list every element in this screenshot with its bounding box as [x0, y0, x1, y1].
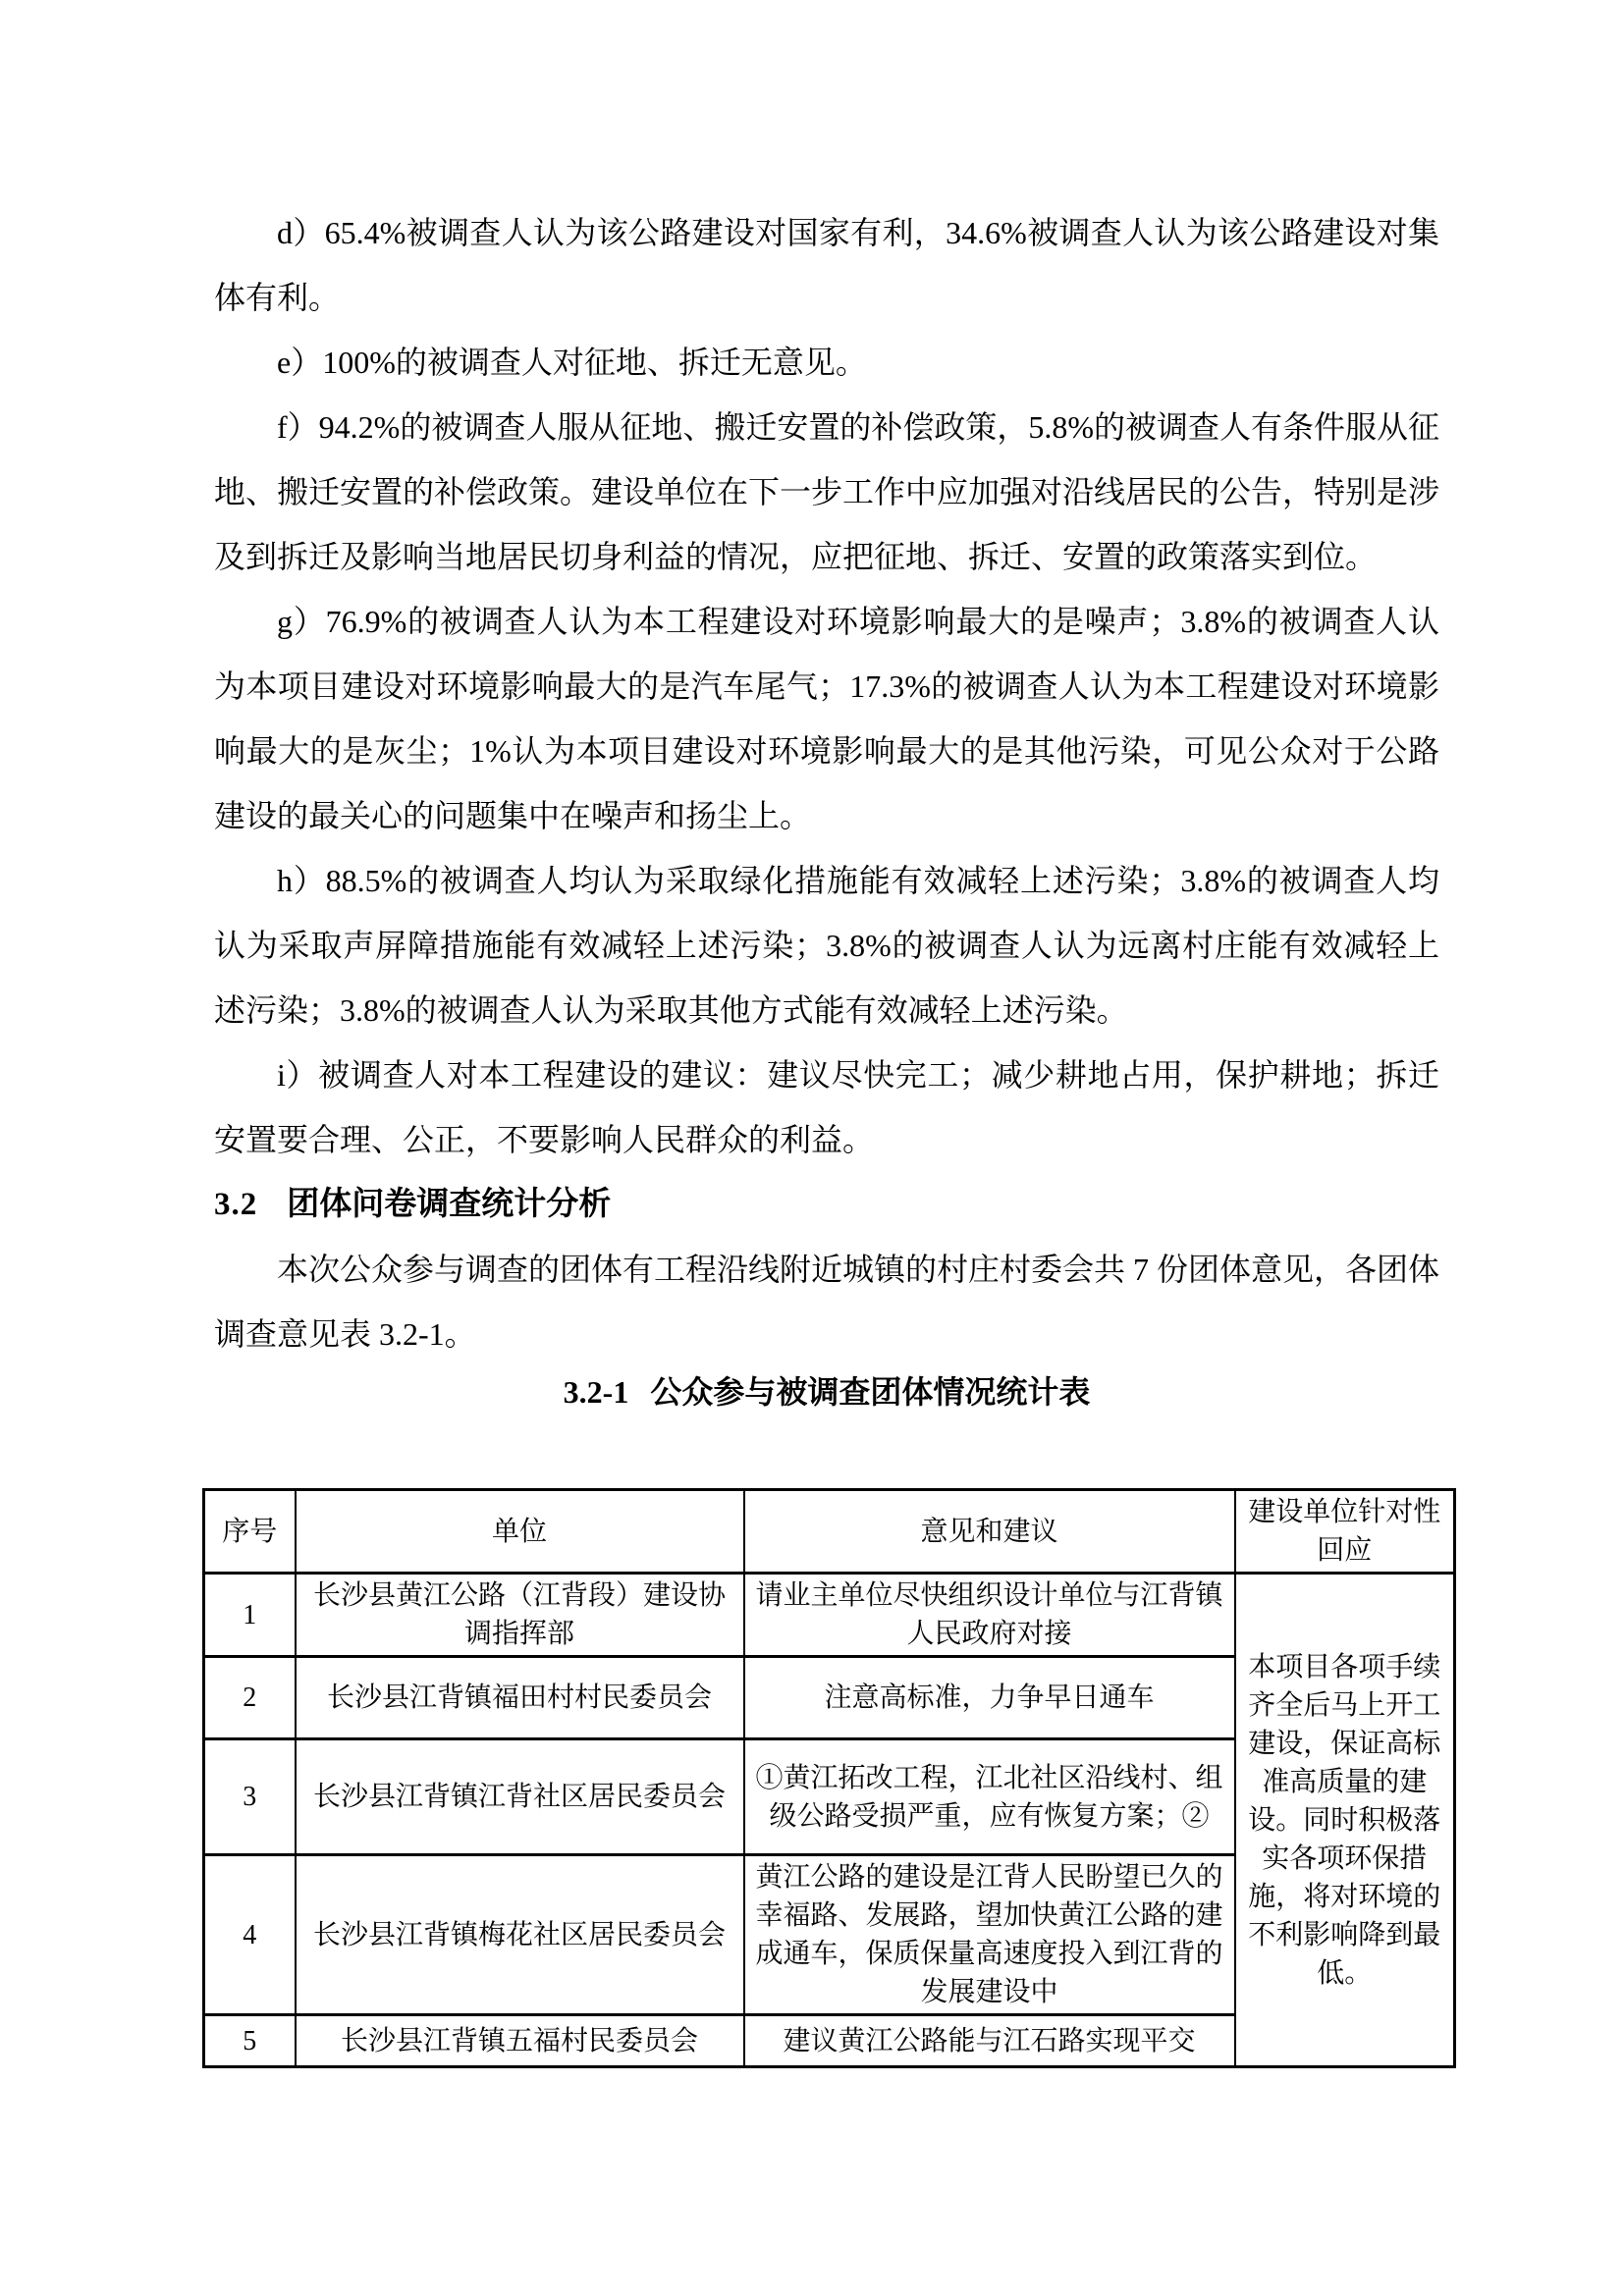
row-number-cell: 4 — [204, 1855, 296, 2015]
header-cell-no: 序号 — [204, 1490, 296, 1574]
paragraph-e: e）100%的被调查人对征地、拆迁无意见。 — [277, 345, 867, 380]
header-cell-unit: 单位 — [296, 1490, 744, 1574]
unit-cell: 长沙县江背镇福田村村民委员会 — [296, 1657, 744, 1739]
unit-cell: 长沙县江背镇梅花社区居民委员会 — [296, 1855, 744, 2015]
opinion-cell: 建议黄江公路能与江石路实现平交 — [744, 2015, 1235, 2067]
table-caption-title: 公众参与被调查团体情况统计表 — [650, 1374, 1091, 1410]
unit-cell: 长沙县黄江公路（江背段）建设协调指挥部 — [296, 1574, 744, 1657]
paragraph-d: d）65.4%被调查人认为该公路建设对国家有利，34.6%被调查人认为该公路建设对集体有利。 — [214, 215, 1439, 315]
row-number-cell: 2 — [204, 1657, 296, 1739]
section-number: 3.2 — [214, 1187, 258, 1222]
header-cell-opinion: 意见和建议 — [744, 1490, 1235, 1574]
paragraph-h: h）88.5%的被调查人均认为采取绿化措施能有效减轻上述污染；3.8%的被调查人均认为采取声屏障措施能有效减轻上述污染；3.8%的被调查人认为远离村庄能有效减轻上述污染；3.8%的被调查人认为采取其他方式能有效减轻上述污染。 — [214, 863, 1439, 1028]
unit-cell: 长沙县江背镇五福村民委员会 — [296, 2015, 744, 2067]
merged-response-cell: 本项目各项手续齐全后马上开工建设，保证高标准高质量的建设。同时积极落实各项环保措施，将对环境的不利影响降到最低。 — [1235, 1574, 1455, 2067]
paragraph-i: i）被调查人对本工程建设的建议：建议尽快完工；减少耕地占用，保护耕地；拆迁安置要合理、公正，不要影响人民群众的利益。 — [214, 1057, 1439, 1157]
row-number-cell: 5 — [204, 2015, 296, 2067]
unit-cell: 长沙县江背镇江背社区居民委员会 — [296, 1739, 744, 1855]
table-row — [204, 1574, 1455, 1657]
table-caption — [214, 1366, 1439, 1417]
header-cell-response: 建设单位针对性回应 — [1235, 1490, 1455, 1574]
text-area — [214, 200, 1439, 1417]
table-caption-number: 3.2-1 — [563, 1374, 629, 1410]
paragraph-f: f）94.2%的被调查人服从征地、搬迁安置的补偿政策，5.8%的被调查人有条件服从征地、搬迁安置的补偿政策。建设单位在下一步工作中应加强对沿线居民的公告，特别是涉及到拆迁及影响当地居民切身利益的情况，应把征地、拆迁、安置的政策落实到位。 — [214, 409, 1440, 574]
opinion-cell: ①黄江拓改工程，江北社区沿线村、组级公路受损严重，应有恢复方案；② — [744, 1739, 1235, 1855]
section-title: 团体问卷调查统计分析 — [287, 1187, 612, 1222]
opinion-cell: 注意高标准，力争早日通车 — [744, 1657, 1235, 1739]
row-number-cell: 3 — [204, 1739, 296, 1855]
opinion-cell: 请业主单位尽快组织设计单位与江背镇人民政府对接 — [744, 1574, 1235, 1657]
opinion-cell: 黄江公路的建设是江背人民盼望已久的幸福路、发展路，望加快黄江公路的建成通车，保质保量高速度投入到江背的发展建设中 — [744, 1855, 1235, 2015]
intro-paragraph: 本次公众参与调查的团体有工程沿线附近城镇的村庄村委会共 7 份团体意见，各团体调查意见表 3.2-1。 — [214, 1252, 1440, 1352]
section-heading — [214, 1172, 1439, 1237]
table-header-row — [204, 1490, 1455, 1574]
row-number-cell: 1 — [204, 1574, 296, 1657]
survey-table — [202, 1488, 1456, 2068]
paragraph-g: g）76.9%的被调查人认为本工程建设对环境影响最大的是噪声；3.8%的被调查人认为本项目建设对环境影响最大的是汽车尾气；17.3%的被调查人认为本工程建设对环境影响最大的是灰尘；1%认为本项目建设对环境影响最大的是其他污染，可见公众对于公路建设的最关心的问题集中在噪声和扬尘上。 — [214, 604, 1439, 833]
